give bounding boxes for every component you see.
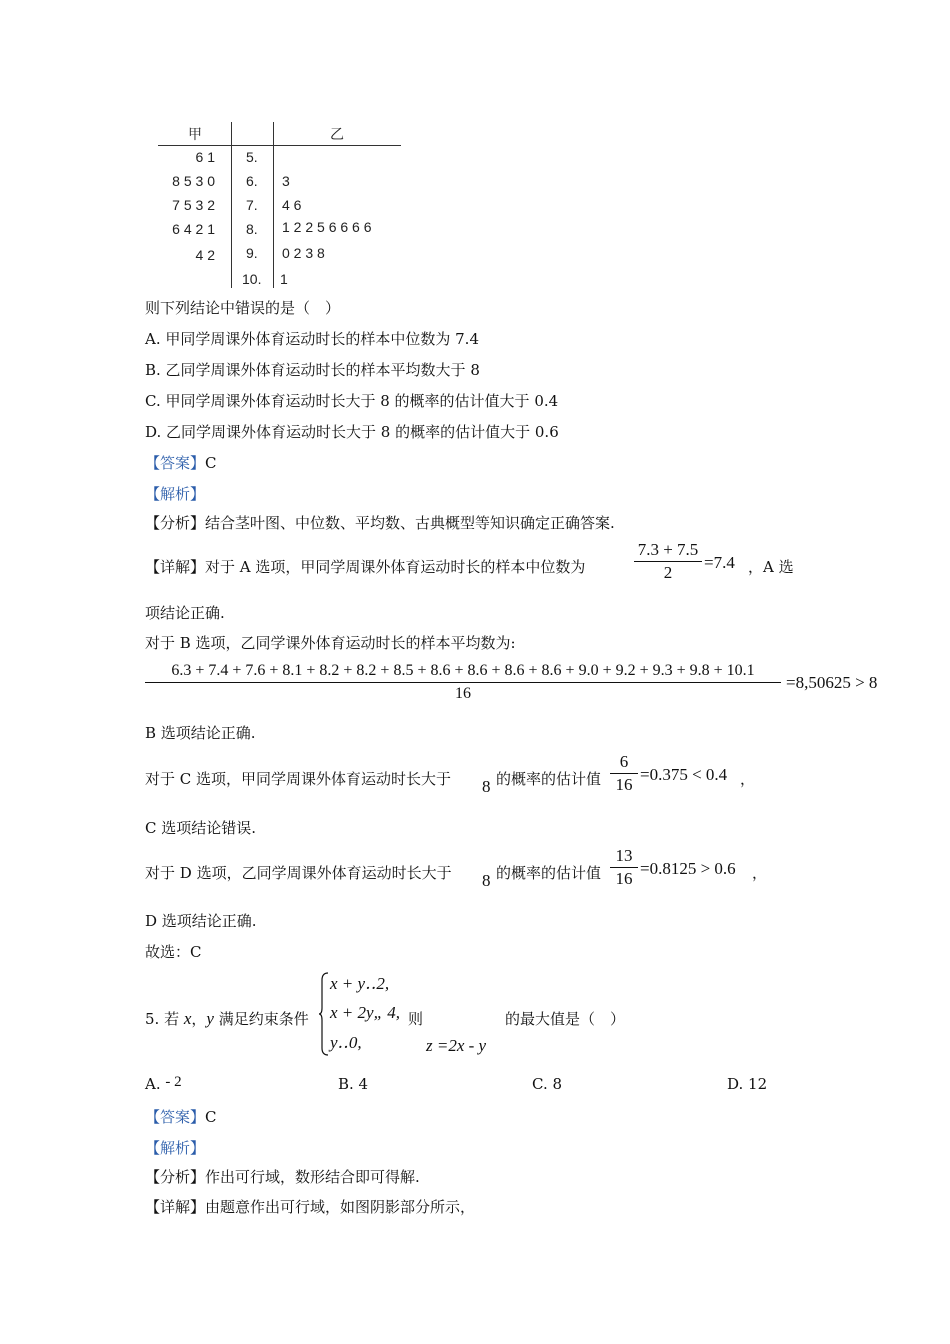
detail-a-continuation: 项结论正确.	[145, 604, 225, 622]
q4-option-d: D. 乙同学周课外体育运动时长大于 8 的概率的估计值大于 0.6	[145, 423, 559, 441]
table-row-stem: 7.	[246, 197, 258, 213]
q4-option-b: B. 乙同学周课外体育运动时长的样本平均数大于 8	[145, 361, 480, 379]
table-head-left: 甲	[188, 126, 202, 142]
detail-a-post: ，A 选	[748, 558, 794, 576]
var-y: y	[206, 1009, 214, 1028]
answer-value: C	[205, 1108, 217, 1126]
table-row-right: 1	[280, 271, 288, 287]
table-row-stem: 6.	[246, 173, 258, 189]
fenxi-text: 作出可行域，数形结合即可得解.	[205, 1168, 420, 1186]
detail-d-comma: ，	[752, 864, 768, 882]
detail-d-mid: 的概率的估计值	[496, 864, 602, 882]
detail-c-fraction	[610, 751, 638, 796]
answer-tag: 【答案】	[145, 1108, 206, 1126]
table-row-right: 4 6	[282, 197, 302, 213]
table-row-stem: 10.	[242, 271, 262, 287]
constraint-2: x + 2y„ 4,	[330, 1003, 401, 1022]
detail-a-fraction	[634, 539, 702, 584]
answer-value: C	[205, 454, 217, 472]
detail-tag: 【详解】	[145, 558, 206, 576]
q4-option-a: A. 甲同学周课外体育运动时长的样本中位数为 7.4	[145, 330, 479, 348]
table-row-left: 8 5 3 0	[172, 173, 215, 189]
analysis-tag: 【解析】	[145, 1139, 206, 1157]
table-row-left: 6 1	[195, 149, 215, 165]
detail-a-text: 对于 A 选项，甲同学周课外体育运动时长的样本中位数为	[205, 558, 586, 576]
answer-tag: 【答案】	[145, 454, 206, 472]
fenxi-tag: 【分析】	[145, 514, 206, 532]
fenxi-text: 结合茎叶图、中位数、平均数、古典概型等知识确定正确答案.	[205, 514, 615, 532]
detail-d-eight: 8	[482, 871, 491, 890]
q4-fenxi-line	[145, 512, 615, 533]
q5-prompt-pre: 5. 若	[145, 1010, 184, 1028]
table-divider-right	[273, 122, 274, 288]
detail-d-conclusion: D 选项结论正确.	[145, 912, 257, 930]
detail-d-fraction	[610, 845, 638, 890]
q5-fenxi-line	[145, 1166, 420, 1187]
detail-b-conclusion: B 选项结论正确.	[145, 724, 256, 742]
constraint-3: y‥0,	[330, 1033, 362, 1052]
detail-d-result: =0.8125 > 0.6	[640, 859, 736, 878]
q5-detail-line	[145, 1196, 475, 1217]
q5-option-a	[145, 1075, 182, 1094]
constraint-brace	[318, 972, 330, 1056]
table-row-stem: 9.	[246, 245, 258, 261]
detail-a-result: =7.4	[704, 553, 735, 572]
table-header-rule	[158, 145, 401, 146]
q5-then: 则	[408, 1010, 424, 1028]
detail-c-comma: ，	[740, 770, 756, 788]
constraint-1: x + y‥2,	[330, 974, 390, 993]
detail-d-text: 对于 D 选项，乙同学周课外体育运动时长大于	[145, 864, 452, 882]
detail-b-text: 对于 B 选项，乙同学课外体育运动时长的样本平均数为:	[145, 634, 516, 652]
detail-c-conclusion: C 选项结论错误.	[145, 819, 257, 837]
table-row-stem: 8.	[246, 221, 258, 237]
fraction-numerator: 7.3 + 7.5	[637, 540, 699, 559]
fraction-numerator: 6.3 + 7.4 + 7.6 + 8.1 + 8.2 + 8.2 + 8.5 + 8.6 + 8.6 + 8.6 + 8.6 + 9.0 + 9.2 + 9.3 + 9.8 + 10.1	[171, 662, 755, 679]
fraction-denominator: 16	[615, 775, 633, 794]
var-x: x	[183, 1009, 192, 1028]
option-value: - 2	[165, 1074, 182, 1090]
final-choice: 故选：C	[145, 943, 202, 961]
detail-c-text: 对于 C 选项，甲同学周课外体育运动时长大于	[145, 770, 452, 788]
table-divider-left	[231, 122, 232, 288]
detail-text: 由题意作出可行域，如图阴影部分所示，	[205, 1198, 476, 1216]
detail-b-fraction	[145, 660, 781, 705]
table-head-right: 乙	[330, 126, 344, 142]
fraction-denominator: 2	[663, 563, 673, 582]
table-row-left: 4 2	[195, 247, 215, 263]
detail-c-eight: 8	[482, 777, 491, 796]
detail-tag: 【详解】	[145, 1198, 206, 1216]
q5-prompt-mid: 满足约束条件	[213, 1010, 309, 1028]
fenxi-tag: 【分析】	[145, 1168, 206, 1186]
option-label: A.	[145, 1075, 166, 1093]
table-row-stem: 5.	[246, 149, 258, 165]
analysis-tag: 【解析】	[145, 485, 206, 503]
q5-prompt-post: 的最大值是（ ）	[505, 1010, 626, 1028]
q4-option-c: C. 甲同学周课外体育运动时长大于 8 的概率的估计值大于 0.4	[145, 392, 559, 410]
q4-detail-a-line	[145, 556, 585, 577]
q5-sep: ，	[191, 1010, 207, 1028]
q5-prompt	[145, 1008, 309, 1029]
fraction-numerator: 13	[615, 846, 633, 865]
fraction-denominator: 16	[615, 869, 633, 888]
q5-option-b: B. 4	[338, 1075, 369, 1093]
objective-z: z =2x - y	[426, 1036, 487, 1055]
q5-option-c: C. 8	[532, 1075, 563, 1093]
q4-prompt: 则下列结论中错误的是（ ）	[145, 299, 341, 317]
detail-b-result: =8,50625 > 8	[786, 673, 878, 692]
table-row-right: 0 2 3 8	[282, 245, 325, 261]
q5-option-d: D. 12	[727, 1075, 768, 1093]
fraction-numerator: 6	[619, 752, 629, 771]
table-row-right: 3	[282, 173, 290, 189]
detail-c-result: =0.375 < 0.4	[640, 765, 728, 784]
table-row-left: 6 4 2 1	[172, 221, 215, 237]
q4-answer-line	[145, 452, 217, 473]
q5-answer-line	[145, 1106, 217, 1127]
detail-c-mid: 的概率的估计值	[496, 770, 602, 788]
fraction-denominator: 16	[455, 685, 471, 702]
table-row-left: 7 5 3 2	[172, 197, 215, 213]
table-row-right: 1 2 2 5 6 6 6 6	[282, 219, 372, 235]
